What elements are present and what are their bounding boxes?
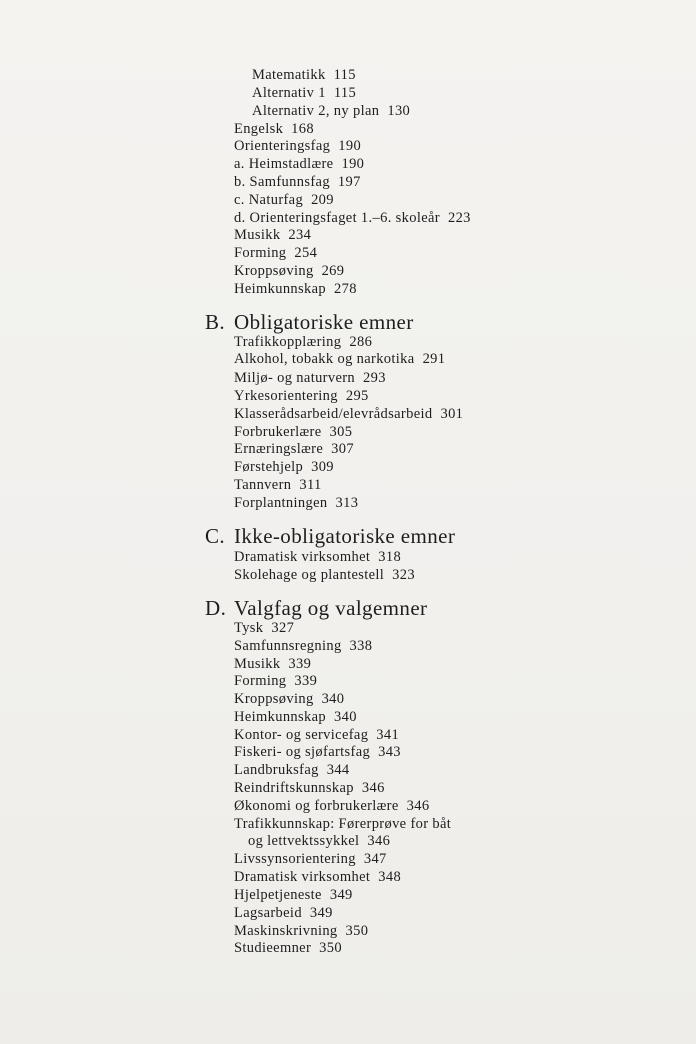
entry-text: Fiskeri- og sjøfartsfag <box>234 744 371 760</box>
entry-page: 197 <box>337 174 361 190</box>
toc-entry <box>234 476 322 494</box>
toc-entry <box>252 66 356 84</box>
toc-entry <box>234 655 311 673</box>
entry-text: Yrkesorientering <box>234 388 338 404</box>
toc-entry <box>234 173 361 191</box>
entry-text: Maskinskrivning <box>234 923 338 939</box>
toc-entry <box>234 440 354 458</box>
section-heading-c <box>205 523 495 549</box>
section-letter: C. <box>205 524 226 548</box>
section-heading-d <box>205 595 465 621</box>
entry-page: 340 <box>321 691 345 707</box>
toc-entry-continuation <box>248 832 390 850</box>
toc-entry <box>234 690 344 708</box>
entry-text: Dramatisk virksomhet <box>234 869 371 885</box>
toc-entry <box>234 939 342 957</box>
section-letter: B. <box>205 310 226 334</box>
entry-page: 338 <box>349 638 373 654</box>
entry-page: 346 <box>406 798 430 814</box>
section-letter: D. <box>205 596 227 620</box>
toc-entry <box>234 350 445 368</box>
entry-page: 130 <box>387 103 411 119</box>
toc-entry <box>234 262 344 280</box>
entry-page: 323 <box>392 567 415 583</box>
entry-page: 115 <box>333 85 357 101</box>
toc-entry <box>234 155 364 173</box>
entry-page: 234 <box>288 227 312 243</box>
entry-page: 209 <box>311 192 334 208</box>
entry-text: Kroppsøving <box>234 691 314 707</box>
entry-page: 190 <box>338 138 362 154</box>
toc-entry <box>234 672 317 690</box>
entry-page: 305 <box>329 424 353 440</box>
toc-entry <box>252 84 356 102</box>
toc-entry <box>234 566 415 584</box>
entry-page: 349 <box>309 905 333 921</box>
entry-text: Alkohol, tobakk og narkotika <box>234 351 415 367</box>
section-title: Ikke-obligatoriske emner <box>234 524 456 548</box>
entry-text: Musikk <box>234 656 281 672</box>
entry-text: Tysk <box>234 620 264 636</box>
toc-entry <box>234 333 372 351</box>
entry-page: 349 <box>329 887 353 903</box>
entry-text: Trafikkunnskap: Førerprøve for båt <box>234 816 452 832</box>
entry-text: Alternativ 2, ny plan <box>252 103 380 119</box>
entry-text: Klasserådsarbeid/elevrådsarbeid <box>234 406 433 422</box>
entry-text: Hjelpetjeneste <box>234 887 322 903</box>
entry-text: Landbruksfag <box>234 762 319 778</box>
entry-text: Tannvern <box>234 477 292 493</box>
entry-page: 293 <box>363 370 386 386</box>
entry-page: 190 <box>341 156 365 172</box>
entry-page: 313 <box>335 495 359 511</box>
entry-text: Skolehage og plantestell <box>234 567 385 583</box>
toc-entry <box>234 120 314 138</box>
entry-page: 343 <box>378 744 401 760</box>
section-title: Valgfag og valgemner <box>234 596 428 620</box>
toc-entry <box>234 815 459 833</box>
toc-entry <box>234 708 357 726</box>
entry-text: Matematikk <box>252 67 326 83</box>
entry-text: c. Naturfag <box>234 192 304 208</box>
entry-text: Forbrukerlære <box>234 424 322 440</box>
toc-entry <box>234 548 401 566</box>
entry-page: 339 <box>294 673 318 689</box>
entry-page: 346 <box>361 780 385 796</box>
entry-text: Heimkunnskap <box>234 281 326 297</box>
toc-entry <box>234 191 334 209</box>
entry-text: Trafikkopplæring <box>234 334 342 350</box>
entry-text: Samfunnsregning <box>234 638 342 654</box>
entry-page: 341 <box>376 727 400 743</box>
entry-text: b. Samfunnsfag <box>234 174 330 190</box>
toc-entry <box>234 494 358 512</box>
toc-entry <box>234 904 333 922</box>
entry-text: Førstehjelp <box>234 459 304 475</box>
entry-page: 307 <box>331 441 354 457</box>
toc-entry <box>234 209 471 227</box>
entry-text: og lettvektssykkel <box>248 833 360 849</box>
toc-entry <box>234 761 350 779</box>
entry-text: Dramatisk virksomhet <box>234 549 371 565</box>
entry-page: 350 <box>345 923 369 939</box>
entry-text: Kroppsøving <box>234 263 314 279</box>
toc-entry <box>234 280 357 298</box>
entry-text: Heimkunnskap <box>234 709 326 725</box>
entry-page: 278 <box>334 281 357 297</box>
entry-page: 348 <box>378 869 402 885</box>
entry-page: 168 <box>291 121 314 137</box>
entry-page: 347 <box>363 851 387 867</box>
entry-text: Forplantningen <box>234 495 328 511</box>
entry-text: Alternativ 1 <box>252 85 326 101</box>
entry-page: 309 <box>311 459 334 475</box>
entry-page: 223 <box>447 210 471 226</box>
toc-entry <box>234 619 294 637</box>
toc-entry <box>234 743 401 761</box>
toc-entry <box>234 405 463 423</box>
entry-text: Kontor- og servicefag <box>234 727 369 743</box>
entry-text: Studieemner <box>234 940 312 956</box>
entry-page: 254 <box>294 245 318 261</box>
toc-entry <box>234 886 353 904</box>
toc-entry <box>234 369 386 387</box>
entry-text: Livssynsorientering <box>234 851 356 867</box>
entry-page: 301 <box>440 406 464 422</box>
entry-text: Forming <box>234 245 287 261</box>
entry-page: 350 <box>319 940 342 956</box>
section-title: Obligatoriske emner <box>234 310 414 334</box>
toc-entry <box>234 779 385 797</box>
toc-entry <box>234 137 361 155</box>
toc-entry <box>234 726 399 744</box>
toc-entry <box>252 102 410 120</box>
entry-text: Orienteringsfag <box>234 138 331 154</box>
toc-entry <box>234 868 401 886</box>
entry-page: 340 <box>334 709 357 725</box>
toc-entry <box>234 850 387 868</box>
toc-entry <box>234 922 368 940</box>
toc-entry <box>234 423 352 441</box>
toc-entry <box>234 637 372 655</box>
entry-page: 291 <box>422 351 446 367</box>
entry-text: Miljø- og naturvern <box>234 370 356 386</box>
entry-page: 295 <box>345 388 369 404</box>
entry-text: Musikk <box>234 227 281 243</box>
toc-entry <box>234 797 429 815</box>
entry-page: 318 <box>378 549 402 565</box>
entry-page: 346 <box>367 833 391 849</box>
entry-page: 344 <box>326 762 350 778</box>
entry-text: Ernæringslære <box>234 441 324 457</box>
toc-entry <box>234 244 317 262</box>
entry-page: 327 <box>271 620 295 636</box>
entry-page: 286 <box>349 334 373 350</box>
entry-text: Reindriftskunnskap <box>234 780 354 796</box>
toc-entry <box>234 226 311 244</box>
toc-entry <box>234 458 334 476</box>
entry-page: 115 <box>333 67 356 83</box>
entry-text: Forming <box>234 673 287 689</box>
entry-text: Engelsk <box>234 121 284 137</box>
entry-page: 269 <box>321 263 345 279</box>
entry-page: 311 <box>299 477 322 493</box>
entry-text: Lagsarbeid <box>234 905 302 921</box>
entry-text: a. Heimstadlære <box>234 156 334 172</box>
entry-page: 339 <box>288 656 312 672</box>
entry-text: Økonomi og forbrukerlære <box>234 798 399 814</box>
section-heading-b <box>205 309 465 335</box>
entry-text: d. Orienteringsfaget 1.–6. skoleår <box>234 210 440 226</box>
toc-entry <box>234 387 369 405</box>
